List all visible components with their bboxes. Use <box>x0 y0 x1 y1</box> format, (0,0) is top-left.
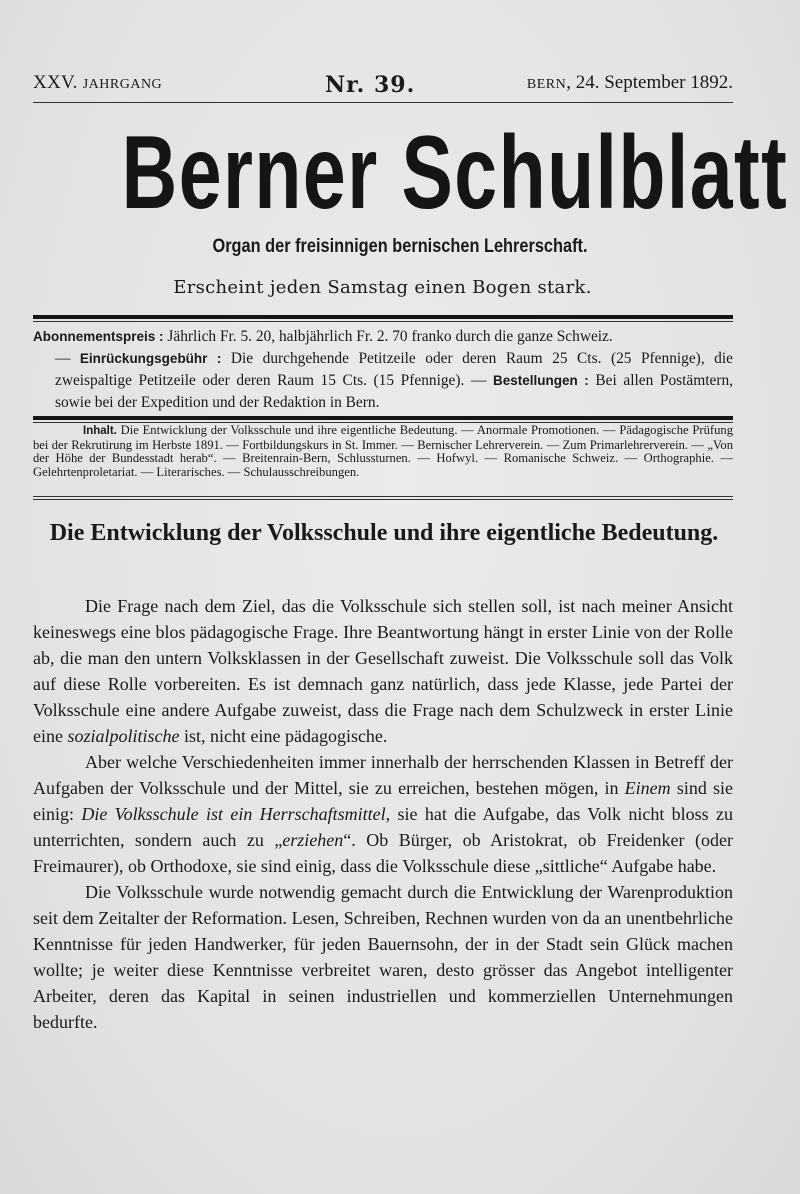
emphasis: sozialpolitische <box>67 726 180 746</box>
rule-thin <box>33 321 733 322</box>
contents-paragraph <box>33 424 733 479</box>
table-of-contents <box>33 424 733 479</box>
place: BERN <box>526 77 567 92</box>
emphasis: erziehen <box>282 830 344 850</box>
article-title: Die Entwicklung der Volksschule und ihre eigentliche Bedeutung. <box>49 520 719 546</box>
volume-word: JAHRGANG <box>82 77 163 92</box>
article-paragraph <box>33 749 733 879</box>
text: “. Ob Bürger, ob Aristokrat, ob Freidenker (oder Freimaurer), ob Orthodoxe, sie sind einig, dass die Volksschule diese „sittliche“ Aufgabe habe. <box>33 830 733 876</box>
emphasis: Die Volksschule ist ein Herrschaftsmittel <box>81 804 386 824</box>
text: sind sie einig: <box>33 778 733 824</box>
advertising-paragraph <box>33 348 733 414</box>
newspaper-subtitle: Organ der freisinnigen bernischen Lehrerschaft. <box>212 236 588 257</box>
orders-text: Bei allen Postämtern, sowie bei der Expedition und der Redaktion in Bern. <box>55 372 733 411</box>
publication-frequency: Erscheint jeden Samstag einen Bogen stark. <box>173 277 592 298</box>
orders-label: Bestellungen : <box>492 373 589 388</box>
text: Aber welche Verschiedenheiten immer innerhalb der herrschenden Klassen in Betreff der Aufgaben der Volksschule und der Mittel, sie zu erreichen, bestehen mögen, in <box>33 752 733 798</box>
emphasis: Einem <box>624 778 671 798</box>
rule-thin <box>33 499 733 500</box>
issue-number: Nr. 39. <box>325 72 416 98</box>
date: , 24. September 1892. <box>566 72 733 93</box>
article-paragraph <box>33 593 733 749</box>
volume-label <box>33 72 162 94</box>
subscription-price-text: Jährlich Fr. 5. 20, halbjährlich Fr. 2. 70 franko durch die ganze Schweiz. <box>163 328 613 345</box>
dash: — <box>55 350 80 367</box>
text: , sie hat die Aufgabe, das Volk nicht bloss zu unterrichten, sondern auch zu „ <box>33 804 733 850</box>
double-rule <box>33 416 733 423</box>
article-paragraph: Die Volksschule wurde notwendig gemacht durch die Entwicklung der Warenproduktion seit dem Zeitalter der Reformation. Lesen, Schreiben, Rechnen wurden von da an unentbehrliche Kenntnisse für jeden Handwerker, für jeden Bauernsohn, der in der Stadt sein Glück machen wollte; je weiter diese Kenntnisse verbreitet waren, desto grösser das Angebot intelligenter Arbeiter, deren das Kapital in seinen industriellen und kommerziellen Unternehmungen bedurfte. <box>33 882 733 1032</box>
advertising-fee-label: Einrückungsgebühr : <box>79 351 222 366</box>
subscription-paragraph <box>33 326 733 348</box>
subscription-price-label: Abonnementspreis : <box>33 329 164 344</box>
text: ist, nicht eine pädagogische. <box>179 726 388 746</box>
volume-number: XXV. <box>33 72 83 93</box>
advertising-fee-text: Die durchgehende Petitzeile oder deren Raum 25 Cts. (25 Pfennige), die zweispaltige Petitzeile oder deren Raum 15 Cts. (15 Pfennige). — <box>55 350 733 389</box>
contents-text: Die Entwicklung der Volksschule und ihre eigentliche Bedeutung. — Anormale Promotionen. — Pädagogische Prüfung bei der Rekrutirung im Herbste 1891. — Fortbildungskurs in St. Immer. — Bernischer Lehrerverein. — Zum Primarlehrerverein. — „Von der Höhe der Bundesstadt herab“. — Breitenrain-Bern, Schlussturnen. — Hofwyl. — Romanische Schweiz. — Orthographie. — Gelehrtenproletariat. — Literarisches. — Schulausschreibungen. <box>33 423 733 479</box>
article-body <box>33 593 733 1035</box>
masthead-line <box>33 72 733 98</box>
contents-label: Inhalt. <box>83 425 117 437</box>
text: Die Frage nach dem Ziel, das die Volksschule sich stellen soll, ist nach meiner Ansicht keineswegs eine blos pädagogische Frage. Ihre Beantwortung hängt in erster Linie von der Rolle ab, die man den untern Volksklassen in der Gesellschaft zuweist. Die Volksschule soll das Volk auf diese Rolle vorbereiten. Es ist demnach ganz natürlich, dass jede Klasse, jede Partei der Volksschule eine andere Aufgabe zuweist, dass die Frage nach dem Schulzweck in erster Linie eine <box>33 596 733 746</box>
newspaper-title: Berner Schulblatt <box>121 115 789 231</box>
double-rule <box>33 315 733 322</box>
divider-rule <box>33 102 733 103</box>
subscription-info <box>33 326 733 414</box>
double-rule <box>33 496 733 500</box>
place-date <box>527 72 733 94</box>
